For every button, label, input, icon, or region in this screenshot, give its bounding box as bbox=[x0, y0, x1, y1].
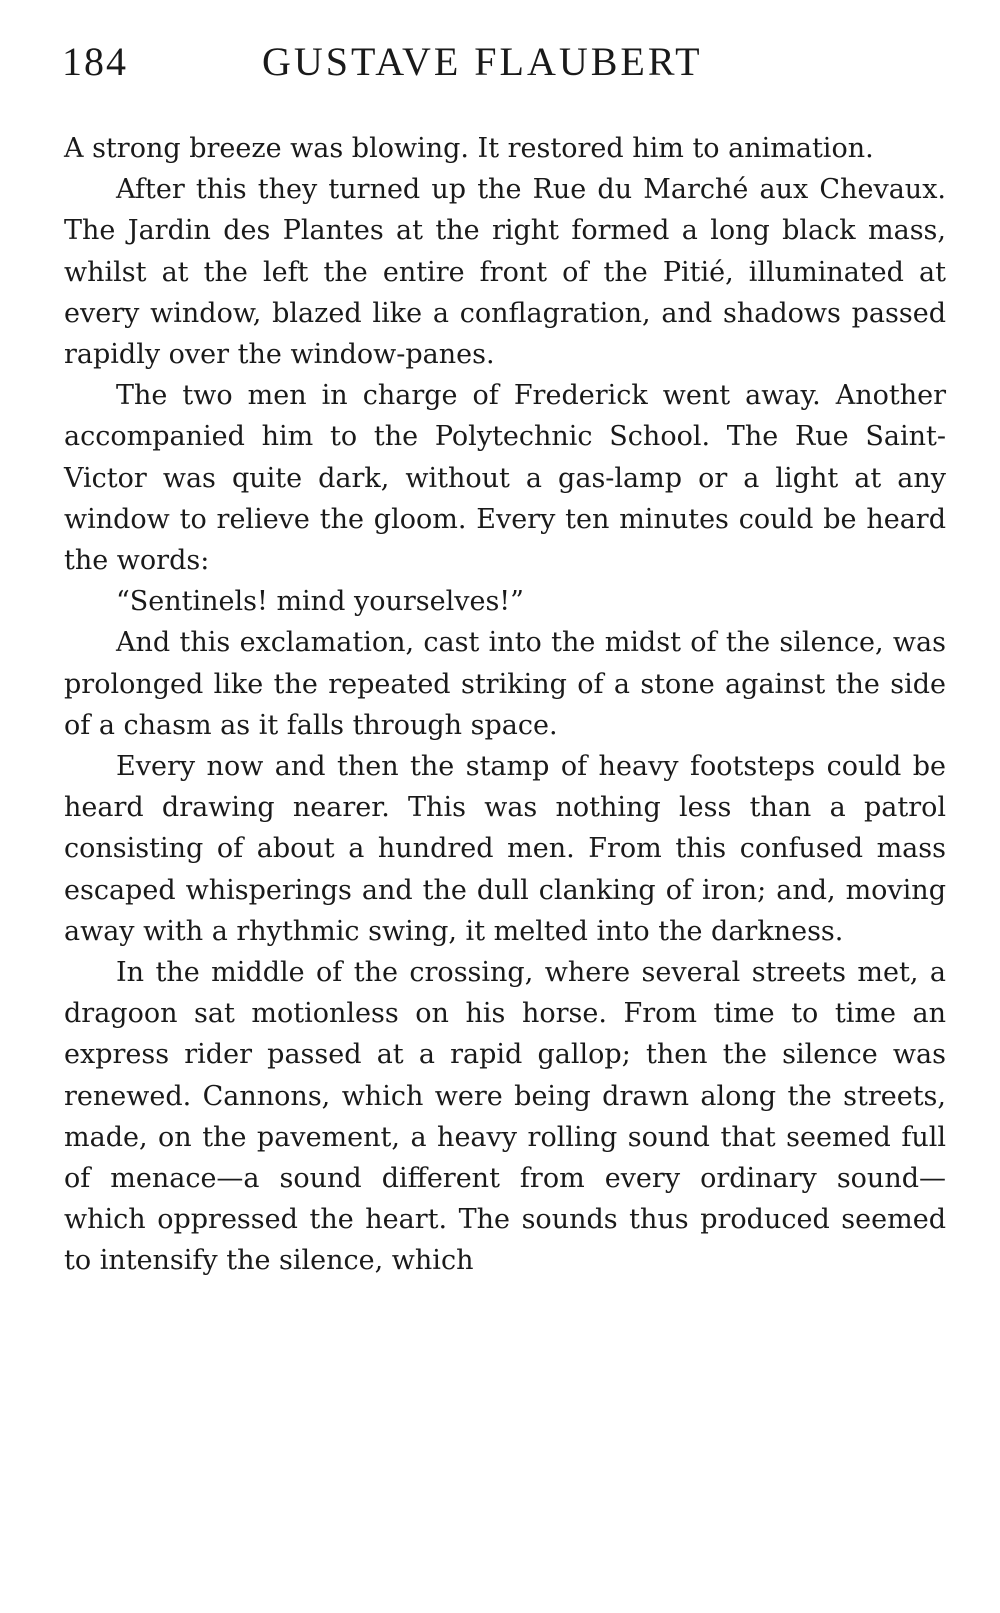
paragraph: “Sentinels! mind yourselves!” bbox=[116, 586, 524, 618]
paragraph: In the middle of the crossing, where several streets met, a dragoon sat motionless on his horse. From time to time an express rider passed at a rapid gallop; then the silence was renewed. Cannons, which were being drawn along the streets, made, on the pavement, a heavy rolling sound that seemed full of menace—a sound different from every ordinary sound—which oppressed the heart. The sounds thus produced seemed to intensify the silence, which bbox=[64, 957, 946, 1277]
page-header bbox=[62, 38, 942, 98]
paragraph: And this exclamation, cast into the midst of the silence, was prolonged like the repeated striking of a stone against the side of a chasm as it falls through space. bbox=[64, 627, 946, 741]
running-title: GUSTAVE FLAUBERT bbox=[262, 39, 703, 84]
page-number: 184 bbox=[62, 39, 128, 84]
paragraph: Every now and then the stamp of heavy footsteps could be heard drawing nearer. This was nothing less than a patrol consisting of about a hundred men. From this confused mass escaped whisperings and the dull clanking of iron; and, moving away with a rhythmic swing, it melted into the darkness. bbox=[64, 751, 946, 947]
paragraph: A strong breeze was blowing. It restored him to animation. bbox=[64, 133, 874, 164]
paragraph: After this they turned up the Rue du Marché aux Chevaux. The Jardin des Plantes at the right formed a long black mass, whilst at the left the entire front of the Pitié, illuminated at every window, blazed like a conflagration, and shadows passed rapidly over the window-panes. bbox=[64, 174, 946, 371]
body-text bbox=[64, 128, 946, 1282]
paragraph: The two men in charge of Frederick went away. Another accompanied him to the Polytechnic School. The Rue Saint-Victor was quite dark, without a gas-lamp or a light at any window to relieve the gloom. Every ten minutes could be heard the words: bbox=[64, 380, 946, 577]
